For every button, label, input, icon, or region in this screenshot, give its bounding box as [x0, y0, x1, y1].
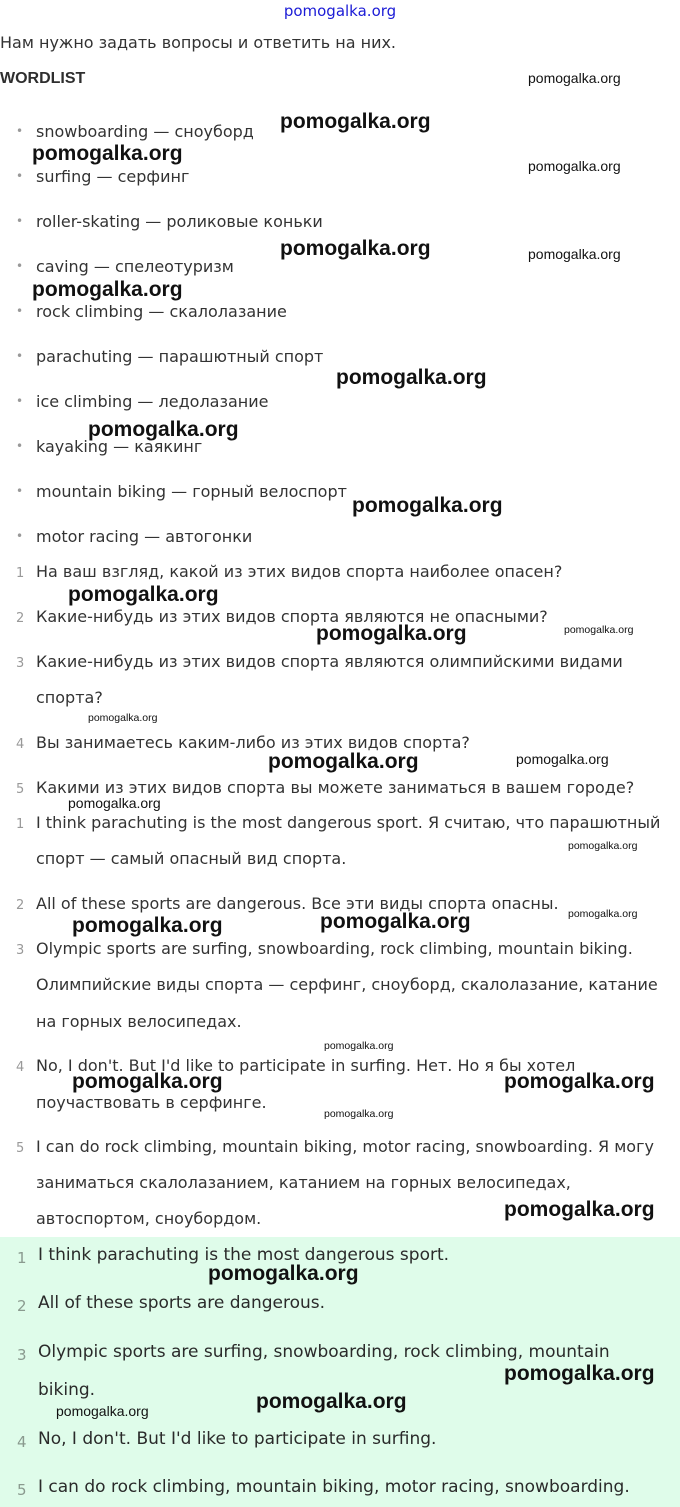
question-text: Вы занимаетесь каким-либо из этих видов спорта?	[36, 733, 470, 752]
panel-answer-text: Olympic sports are surfing, snowboarding, rock climbing, mountain	[38, 1342, 610, 1362]
question-number: 1	[16, 566, 25, 581]
watermark: pomogalka.org	[32, 142, 183, 165]
watermark: pomogalka.org	[564, 624, 634, 636]
watermark: pomogalka.org	[268, 750, 419, 773]
watermark: pomogalka.org	[568, 908, 638, 920]
watermark: pomogalka.org	[568, 840, 638, 852]
question-text: Какими из этих видов спорта вы можете заниматься в вашем городе?	[36, 778, 635, 797]
answer-text: поучаствовать в серфинге.	[36, 1093, 267, 1112]
watermark: pomogalka.org	[528, 158, 621, 174]
answer-text: No, I don't. But I'd like to participate in surfing. Нет. Но я бы хотел	[36, 1056, 576, 1075]
answer-number: 3	[16, 943, 25, 958]
watermark: pomogalka.org	[336, 366, 487, 389]
wordlist-title: WORDLIST	[0, 70, 86, 87]
question-number: 4	[16, 737, 25, 752]
intro-text: Нам нужно задать вопросы и ответить на них.	[0, 33, 397, 52]
question-text: спорта?	[36, 688, 103, 707]
answer-text: Олимпийские виды спорта — серфинг, сноуборд, скалолазание, катание	[36, 975, 658, 994]
answer-text: I can do rock climbing, mountain biking, motor racing, snowboarding. Я могу	[36, 1137, 654, 1156]
answer-number: 4	[16, 1060, 25, 1075]
watermark: pomogalka.org	[324, 1040, 394, 1052]
answer-text: All of these sports are dangerous. Все эти виды спорта опасны.	[36, 894, 559, 913]
panel-answer-number: 4	[17, 1433, 27, 1451]
watermark: pomogalka.org	[316, 622, 467, 645]
wordlist-item: • parachuting — парашютный спорт	[18, 347, 323, 366]
panel-answer-number: 3	[17, 1346, 27, 1364]
question-text: Какие-нибудь из этих видов спорта являются не опасными?	[36, 607, 548, 626]
site-watermark: pomogalka.org	[283, 2, 397, 20]
watermark: pomogalka.org	[256, 1390, 407, 1413]
question-number: 3	[16, 656, 25, 671]
answer-text: заниматься скалолазанием, катанием на горных велосипедах,	[36, 1173, 571, 1192]
watermark: pomogalka.org	[88, 712, 158, 724]
question-number: 5	[16, 782, 25, 797]
wordlist-item: • surfing — серфинг	[18, 167, 189, 186]
panel-answer-text: No, I don't. But I'd like to participate in surfing.	[38, 1429, 437, 1449]
watermark: pomogalka.org	[56, 1403, 149, 1419]
panel-answer-text: I can do rock climbing, mountain biking, motor racing, snowboarding.	[38, 1477, 630, 1497]
watermark: pomogalka.org	[72, 1070, 223, 1093]
panel-answer-text: All of these sports are dangerous.	[38, 1293, 326, 1313]
answer-text: спорт — самый опасный вид спорта.	[36, 849, 347, 868]
answer-text: на горных велосипедах.	[36, 1012, 242, 1031]
watermark: pomogalka.org	[504, 1362, 655, 1385]
watermark: pomogalka.org	[324, 1108, 394, 1120]
watermark: pomogalka.org	[516, 751, 609, 767]
watermark: pomogalka.org	[352, 494, 503, 517]
wordlist-item: • ice climbing — ледолазание	[18, 392, 268, 411]
answer-number: 5	[16, 1141, 25, 1156]
answer-number: 1	[16, 817, 25, 832]
watermark: pomogalka.org	[504, 1070, 655, 1093]
question-number: 2	[16, 611, 25, 626]
watermark: pomogalka.org	[280, 110, 431, 133]
wordlist-item: • roller-skating — роликовые коньки	[18, 212, 323, 231]
wordlist-item: • rock climbing — скалолазание	[18, 302, 287, 321]
watermark: pomogalka.org	[72, 914, 223, 937]
answer-text: Olympic sports are surfing, snowboarding, rock climbing, mountain biking.	[36, 939, 633, 958]
panel-answer-number: 2	[17, 1297, 27, 1315]
watermark: pomogalka.org	[68, 583, 219, 606]
wordlist-item: • kayaking — каякинг	[18, 437, 202, 456]
watermark: pomogalka.org	[528, 70, 621, 86]
wordlist-item: • motor racing — автогонки	[18, 527, 252, 546]
watermark: pomogalka.org	[280, 237, 431, 260]
panel-answer-number: 5	[17, 1481, 27, 1499]
answer-text: автоспортом, сноубордом.	[36, 1209, 262, 1228]
watermark: pomogalka.org	[88, 418, 239, 441]
watermark: pomogalka.org	[208, 1262, 359, 1285]
panel-answer-text: I think parachuting is the most dangerous sport.	[38, 1245, 450, 1265]
wordlist-item: • snowboarding — сноуборд	[18, 122, 254, 141]
watermark: pomogalka.org	[528, 246, 621, 262]
panel-answer-number: 1	[17, 1249, 27, 1267]
wordlist-item: • mountain biking — горный велоспорт	[18, 482, 347, 501]
question-text: Какие-нибудь из этих видов спорта являются олимпийскими видами	[36, 652, 623, 671]
watermark: pomogalka.org	[68, 795, 161, 811]
wordlist-item: • caving — спелеотуризм	[18, 257, 234, 276]
panel-answer-text: biking.	[38, 1380, 96, 1400]
answer-number: 2	[16, 898, 25, 913]
watermark: pomogalka.org	[320, 910, 471, 933]
question-text: На ваш взгляд, какой из этих видов спорта наиболее опасен?	[36, 562, 563, 581]
watermark: pomogalka.org	[504, 1198, 655, 1221]
watermark: pomogalka.org	[32, 278, 183, 301]
answer-text: I think parachuting is the most dangerous sport. Я считаю, что парашютный	[36, 813, 661, 832]
